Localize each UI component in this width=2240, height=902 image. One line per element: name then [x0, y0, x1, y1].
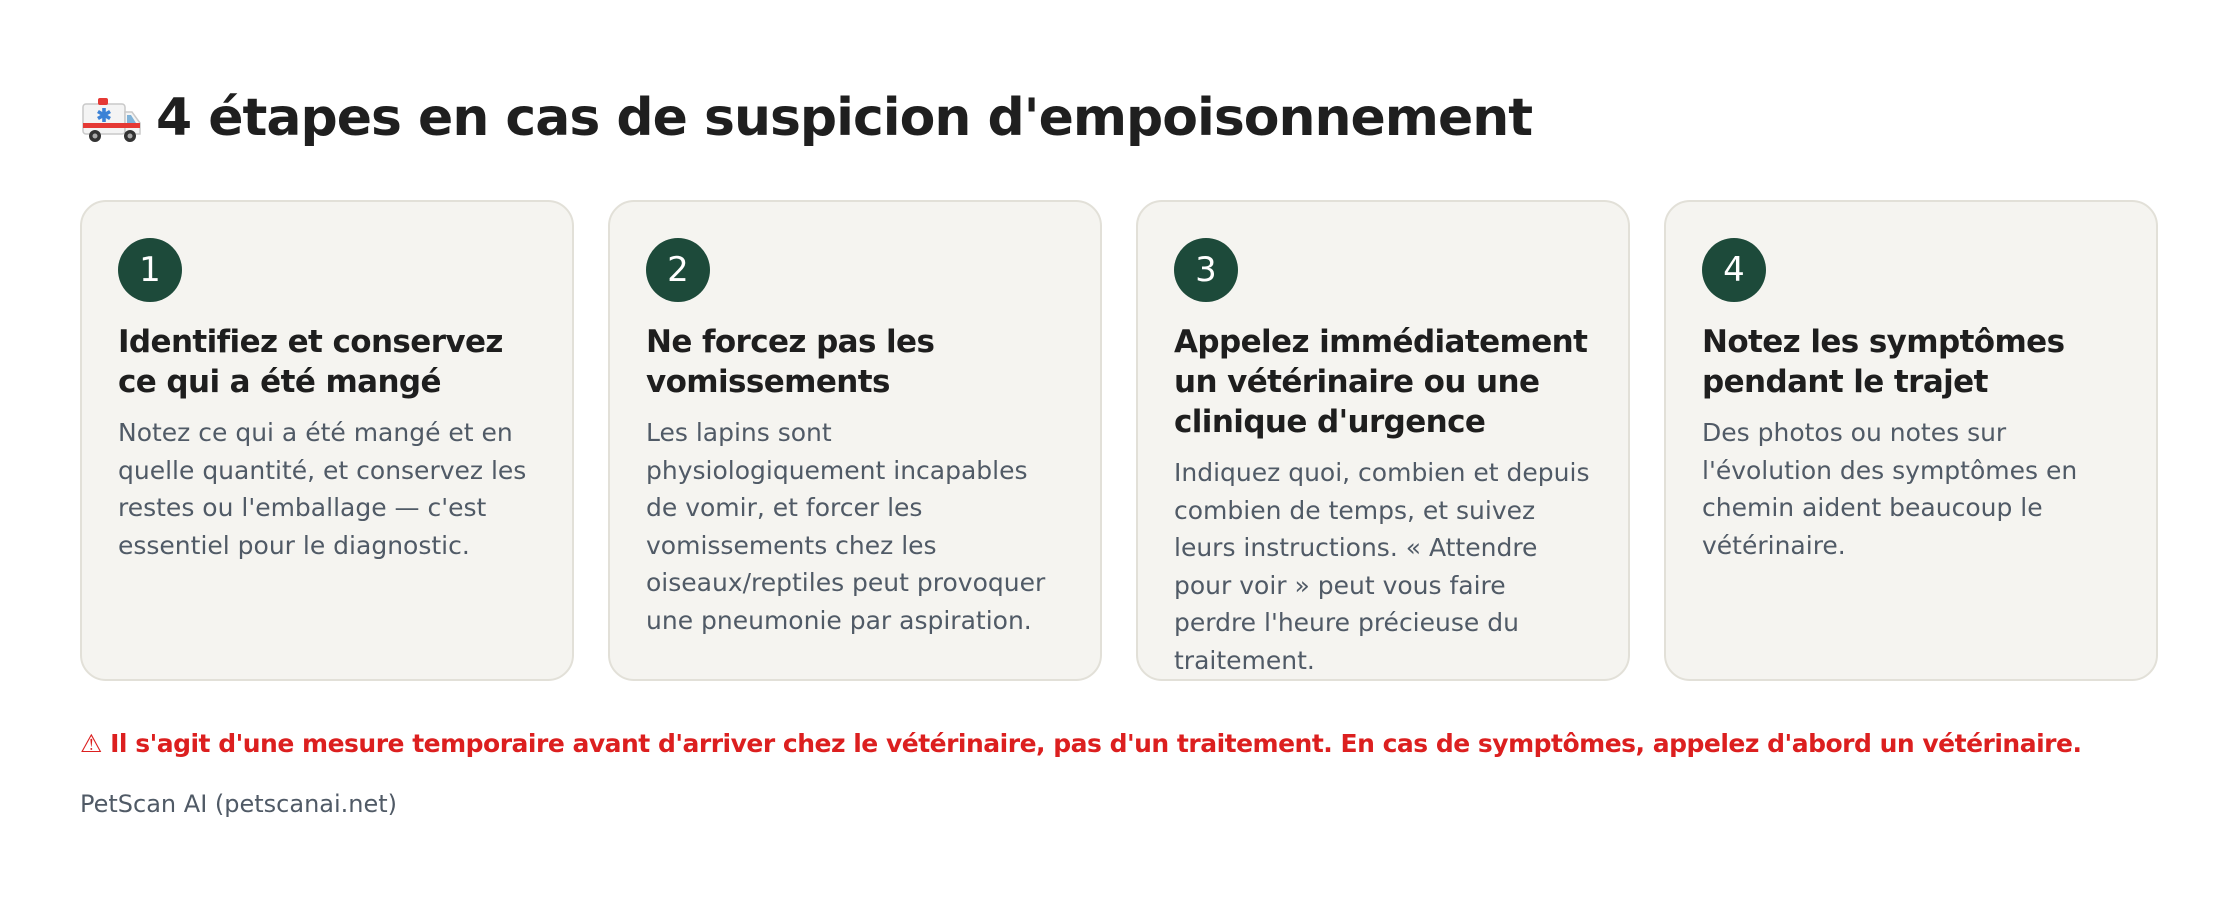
step-card-2	[608, 200, 1102, 681]
step-number-badge: 4	[1702, 238, 1766, 302]
credit-text: PetScan AI (petscanai.net)	[80, 790, 398, 818]
step-card-1	[80, 200, 574, 681]
step-number-badge: 2	[646, 238, 710, 302]
step-description: Des photos ou notes sur l'évolution des symptômes en chemin aident beaucoup le vétérinaire.	[1702, 418, 2078, 560]
step-title: Ne forcez pas les vomissements	[646, 324, 935, 400]
step-title: Identifiez et conservez ce qui a été mangé	[118, 324, 503, 400]
warning-notice: ⚠ Il s'agit d'une mesure temporaire avant d'arriver chez le vétérinaire, pas d'un traitement. En cas de symptômes, appelez d'abord un vétérinaire.	[80, 729, 2082, 758]
step-description: Notez ce qui a été mangé et en quelle quantité, et conservez les restes ou l'emballage — c'est essentiel pour le diagnostic.	[118, 418, 527, 560]
ambulance-icon	[80, 90, 142, 146]
header	[80, 80, 2160, 156]
page-title: 4 étapes en cas de suspicion d'empoisonnement	[156, 88, 1533, 148]
step-description: Indiquez quoi, combien et depuis combien de temps, et suivez leurs instructions. « Attendre pour voir » peut vous faire perdre l'heure précieuse du traitement.	[1174, 458, 1590, 675]
step-description: Les lapins sont physiologiquement incapables de vomir, et forcer les vomissements chez les oiseaux/reptiles peut provoquer une pneumonie par aspiration.	[646, 418, 1046, 635]
step-number-badge: 3	[1174, 238, 1238, 302]
steps-list	[80, 200, 2160, 681]
step-title: Appelez immédiatement un vétérinaire ou une clinique d'urgence	[1174, 324, 1588, 440]
step-title: Notez les symptômes pendant le trajet	[1702, 324, 2065, 400]
step-number-badge: 1	[118, 238, 182, 302]
step-card-3	[1136, 200, 1630, 681]
step-card-4	[1664, 200, 2158, 681]
